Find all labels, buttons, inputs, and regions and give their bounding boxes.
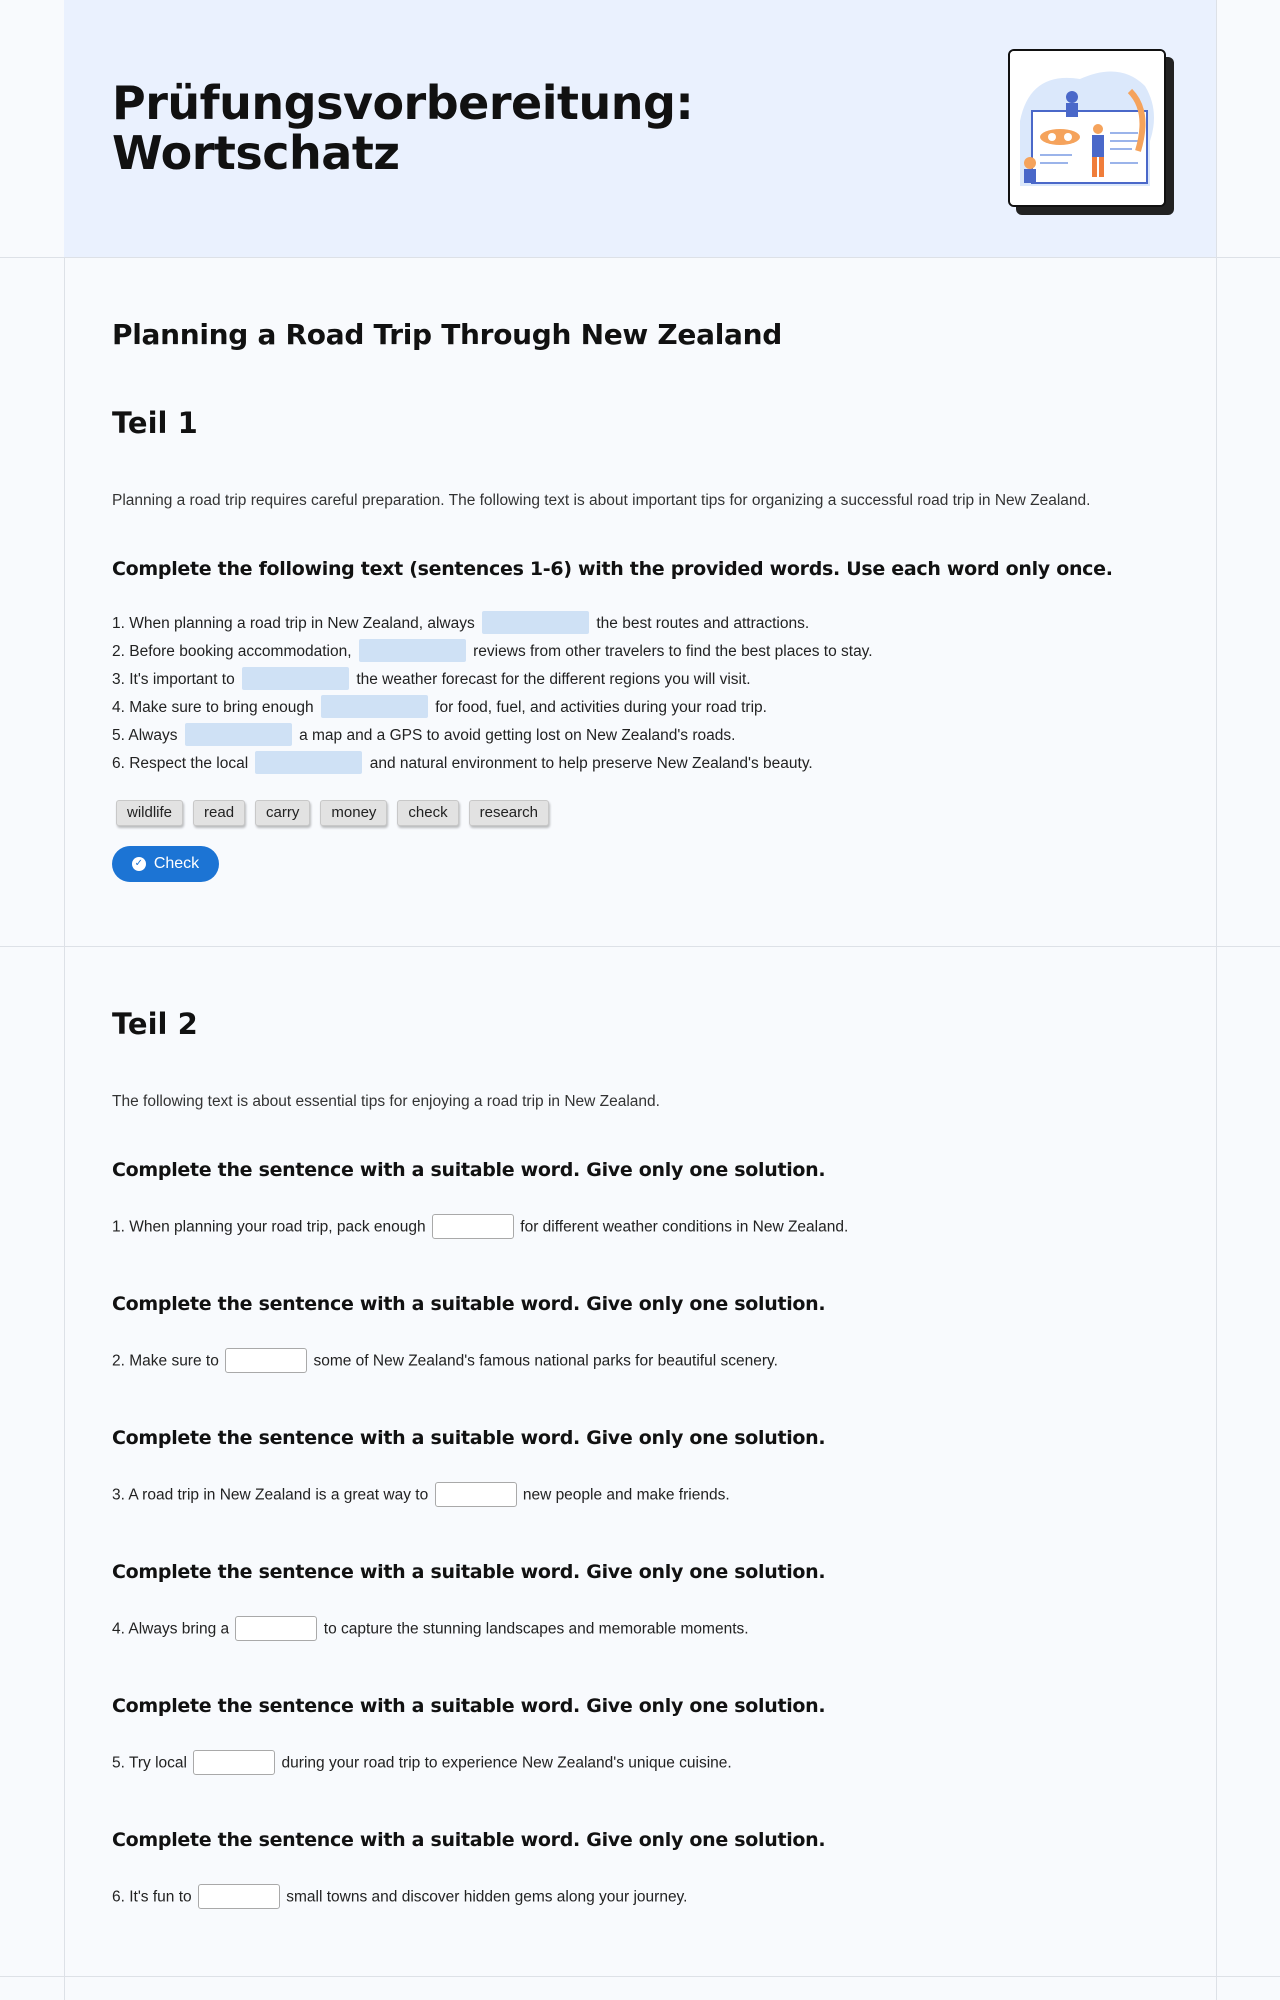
- fill-sentence: 2. Make sure to some of New Zealand's famous national parks for beautiful scenery.: [112, 1348, 778, 1375]
- word-chip-wildlife[interactable]: wildlife: [116, 800, 183, 826]
- left-guide-line: [64, 0, 65, 2000]
- fill-sentence: 5. Try local during your road trip to experience New Zealand's unique cuisine.: [112, 1750, 732, 1777]
- gap-sentence: 1. When planning a road trip in New Zealand, always the best routes and attractions.: [112, 610, 873, 638]
- header-divider: [0, 257, 1280, 258]
- fill-sentence: 6. It's fun to small towns and discover hidden gems along your journey.: [112, 1884, 687, 1911]
- document-title: Planning a Road Trip Through New Zealand: [112, 318, 782, 351]
- drop-gap[interactable]: [255, 751, 362, 774]
- fill-sentence: 4. Always bring a to capture the stunning landscapes and memorable moments.: [112, 1616, 749, 1643]
- gap-text: [112, 610, 873, 778]
- page-header: [64, 0, 1216, 257]
- teil2-task: Complete the sentence with a suitable word. Give only one solution.: [112, 1695, 826, 1717]
- word-chip-money[interactable]: money: [320, 800, 387, 826]
- word-chip-read[interactable]: read: [193, 800, 245, 826]
- answer-input[interactable]: [435, 1482, 517, 1507]
- answer-input[interactable]: [198, 1884, 280, 1909]
- drop-gap[interactable]: [482, 611, 589, 634]
- gap-sentence: 4. Make sure to bring enough for food, fuel, and activities during your road trip.: [112, 694, 873, 722]
- drop-gap[interactable]: [321, 695, 428, 718]
- right-guide-line: [1216, 0, 1217, 2000]
- check-circle-icon: ✓: [132, 857, 146, 871]
- word-chip-check[interactable]: check: [397, 800, 458, 826]
- teil1-heading: Teil 1: [112, 406, 198, 440]
- answer-input[interactable]: [235, 1616, 317, 1641]
- header-illustration: [1008, 49, 1166, 207]
- word-chip-research[interactable]: research: [469, 800, 549, 826]
- teil2-task: Complete the sentence with a suitable word. Give only one solution.: [112, 1561, 826, 1583]
- answer-input[interactable]: [432, 1214, 514, 1239]
- word-bank: [116, 800, 549, 826]
- drop-gap[interactable]: [185, 723, 292, 746]
- teil2-task: Complete the sentence with a suitable word. Give only one solution.: [112, 1829, 826, 1851]
- page-title: Prüfungsvorbereitung: Wortschatz: [112, 76, 694, 180]
- section-divider: [0, 946, 1280, 947]
- fill-sentence: 1. When planning your road trip, pack enough for different weather conditions in New Zealand.: [112, 1214, 848, 1241]
- check-button[interactable]: ✓ Check: [112, 846, 219, 882]
- teil2-heading: Teil 2: [112, 1007, 198, 1041]
- answer-input[interactable]: [225, 1348, 307, 1373]
- gap-sentence: 2. Before booking accommodation, reviews from other travelers to find the best places to stay.: [112, 638, 873, 666]
- teil2-task: Complete the sentence with a suitable word. Give only one solution.: [112, 1427, 826, 1449]
- gap-sentence: 3. It's important to the weather forecast for the different regions you will visit.: [112, 666, 873, 694]
- teil2-task: Complete the sentence with a suitable word. Give only one solution.: [112, 1293, 826, 1315]
- gap-sentence: 5. Always a map and a GPS to avoid getting lost on New Zealand's roads.: [112, 722, 873, 750]
- teil1-task: Complete the following text (sentences 1-6) with the provided words. Use each word only once.: [112, 558, 1113, 580]
- drop-gap[interactable]: [359, 639, 466, 662]
- teil1-intro: Planning a road trip requires careful preparation. The following text is about important tips for organizing a successful road trip in New Zealand.: [112, 492, 1091, 509]
- gap-sentence: 6. Respect the local and natural environment to help preserve New Zealand's beauty.: [112, 750, 873, 778]
- word-chip-carry[interactable]: carry: [255, 800, 310, 826]
- teil2-intro: The following text is about essential tips for enjoying a road trip in New Zealand.: [112, 1093, 660, 1110]
- drop-gap[interactable]: [242, 667, 349, 690]
- answer-input[interactable]: [193, 1750, 275, 1775]
- reading-illustration-icon: [1010, 51, 1164, 205]
- fill-sentence: 3. A road trip in New Zealand is a great way to new people and make friends.: [112, 1482, 730, 1509]
- teil2-task: Complete the sentence with a suitable word. Give only one solution.: [112, 1159, 826, 1181]
- section-divider: [0, 1976, 1280, 1977]
